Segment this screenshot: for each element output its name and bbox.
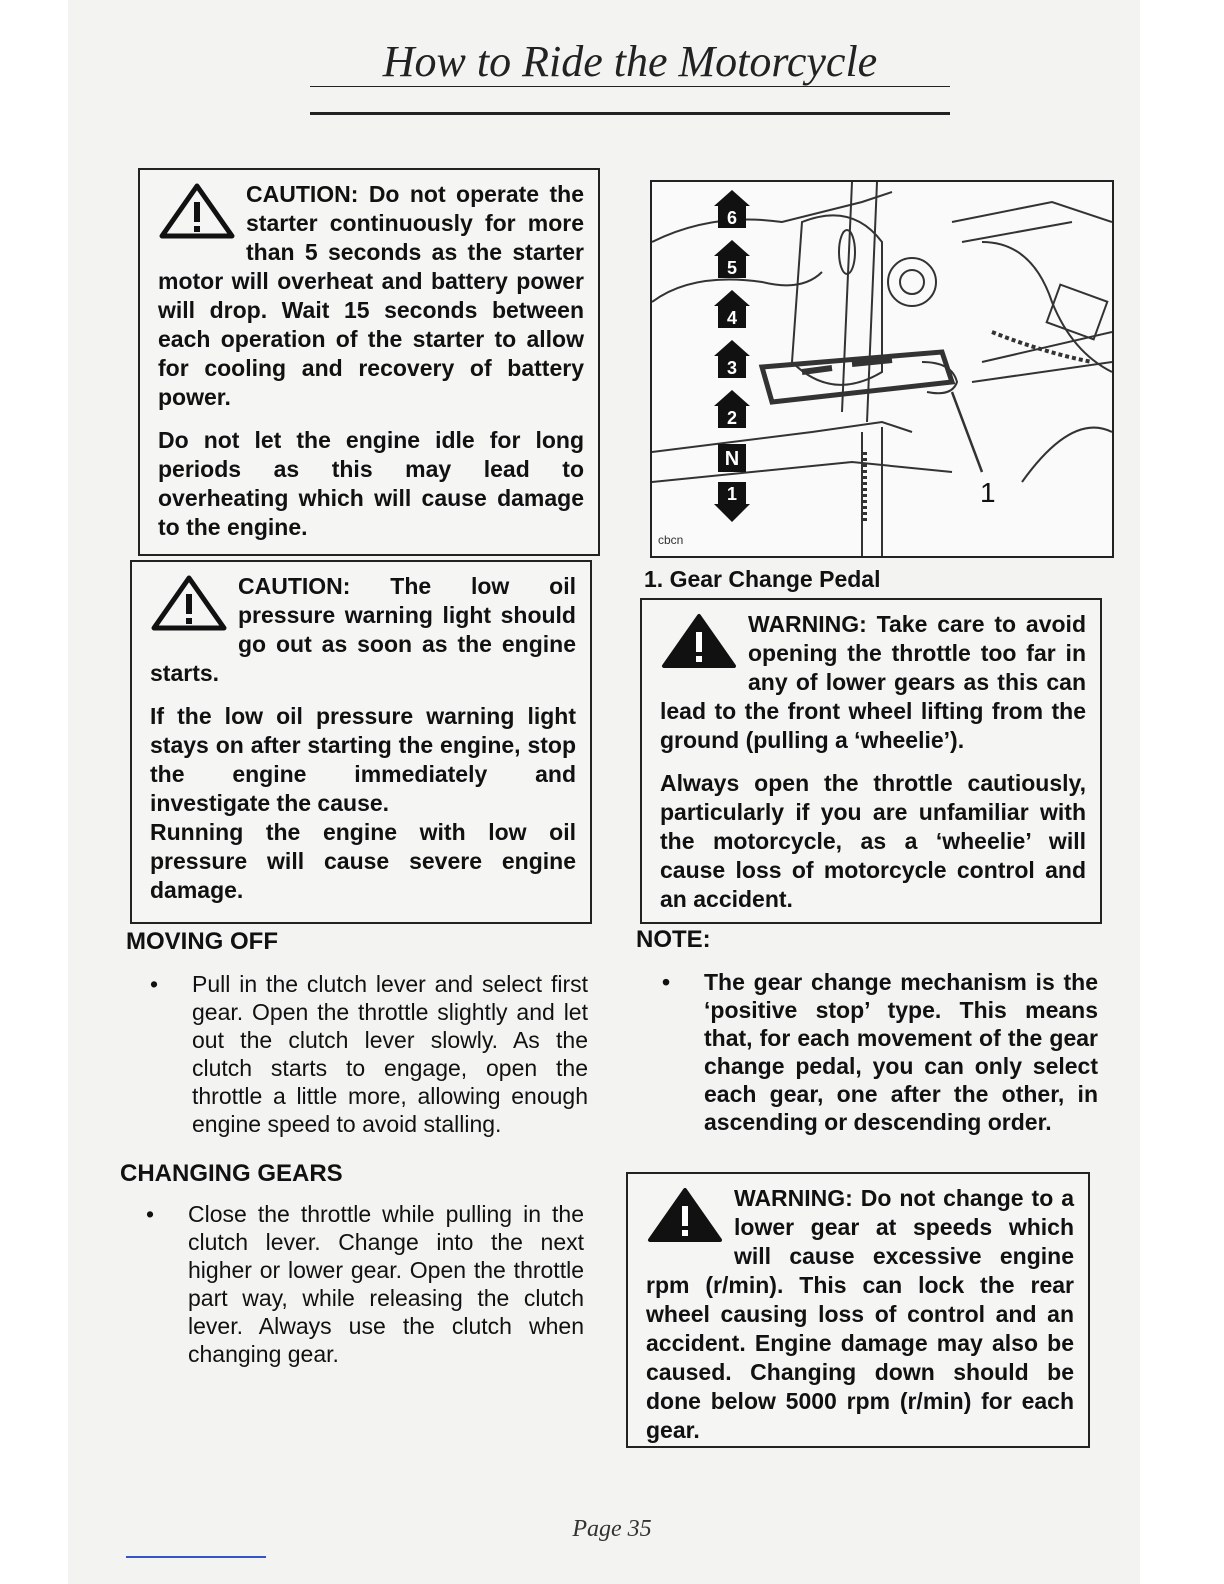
warning-throttle-text: WARNING: Take care to avoid opening the throttle too far in any of lower gears as this can lead to the front wheel lifting from the ground (pulling a ‘wheelie’). xyxy=(660,611,1086,753)
gear-label-6: 6 xyxy=(726,208,738,228)
bullet-dot: • xyxy=(146,1201,155,1227)
caution-icon xyxy=(150,574,228,632)
figure-callout-number: 1 xyxy=(980,477,996,508)
gear-label-neutral: N xyxy=(724,448,740,470)
title-rule-top xyxy=(310,86,950,87)
caution-oil-stays-on-text: If the low oil pressure warning light stays on after starting the engine, stop the engine immediately and investigate the cause. xyxy=(150,703,576,816)
gear-change-illustration xyxy=(652,182,1112,556)
gear-label-2: 2 xyxy=(726,408,738,428)
page-number: Page 35 xyxy=(572,1516,652,1542)
moving-off-bullet xyxy=(150,970,588,1138)
note-heading: NOTE: xyxy=(636,926,711,953)
gear-label-5: 5 xyxy=(726,258,738,278)
warning-throttle-cautious-text: Always open the throttle cautiously, particularly if you are unfamiliar with the motorcycle, as a ‘wheelie’ will cause loss of motorcycle control and an accident. xyxy=(660,770,1086,912)
caution-oil-text: CAUTION: The low oil pressure warning light should go out as soon as the engine starts. xyxy=(150,573,576,686)
caution-oil-damage-text: Running the engine with low oil pressure will cause severe engine damage. xyxy=(150,819,576,903)
moving-off-heading: MOVING OFF xyxy=(126,928,278,955)
footer-link-underline xyxy=(126,1556,266,1558)
caution-icon xyxy=(158,182,236,240)
caution-starter-box xyxy=(138,168,600,556)
gear-label-4: 4 xyxy=(726,308,738,328)
bullet-dot: • xyxy=(150,971,159,997)
bullet-dot: • xyxy=(662,969,671,995)
warning-downshift-box xyxy=(626,1172,1090,1448)
warning-downshift-text: WARNING: Do not change to a lower gear at speeds which will cause excessive engine rpm (r/min). This can lock the rear wheel causing loss of control and an accident. Engine damage may also be caused. Changing down should be done below 5000 rpm (r/min) for each gear. xyxy=(646,1185,1074,1443)
note-bullet xyxy=(662,968,1098,1136)
changing-gears-heading: CHANGING GEARS xyxy=(120,1160,343,1187)
figure-caption: 1. Gear Change Pedal xyxy=(644,566,881,592)
gear-label-1: 1 xyxy=(726,484,738,504)
moving-off-text: Pull in the clutch lever and select first gear. Open the throttle slightly and let out the clutch lever slowly. As the clutch starts to engage, open the throttle a little more, allowing enough engine speed to avoid stalling. xyxy=(192,971,588,1137)
caution-starter-text: CAUTION: Do not operate the starter continuously for more than 5 seconds as the starter motor will overheat and battery power will drop. Wait 15 seconds between each operation of the starter to allow for cooling and recovery of battery power. xyxy=(158,181,584,410)
gear-label-3: 3 xyxy=(726,358,738,378)
changing-gears-bullet xyxy=(146,1200,584,1368)
changing-gears-text: Close the throttle while pulling in the clutch lever. Change into the next higher or lower gear. Open the throttle part way, while releasing the clutch lever. Always use the clutch when changing gear. xyxy=(188,1201,584,1367)
page-title: How to Ride the Motorcycle xyxy=(382,37,878,86)
warning-throttle-box xyxy=(640,598,1102,924)
figure-code: cbcn xyxy=(658,533,684,547)
title-rule-bottom xyxy=(310,112,950,115)
gear-change-figure xyxy=(650,180,1114,558)
caution-oil-box xyxy=(130,560,592,924)
note-text: The gear change mechanism is the ‘positive stop’ type. This means that, for each movement of the gear change pedal, you can only select each gear, one after the other, in ascending or descending order. xyxy=(704,969,1098,1135)
caution-starter-idle-text: Do not let the engine idle for long periods as this may lead to overheating which will cause damage to the engine. xyxy=(158,427,584,540)
warning-icon xyxy=(660,612,738,670)
warning-icon xyxy=(646,1186,724,1244)
